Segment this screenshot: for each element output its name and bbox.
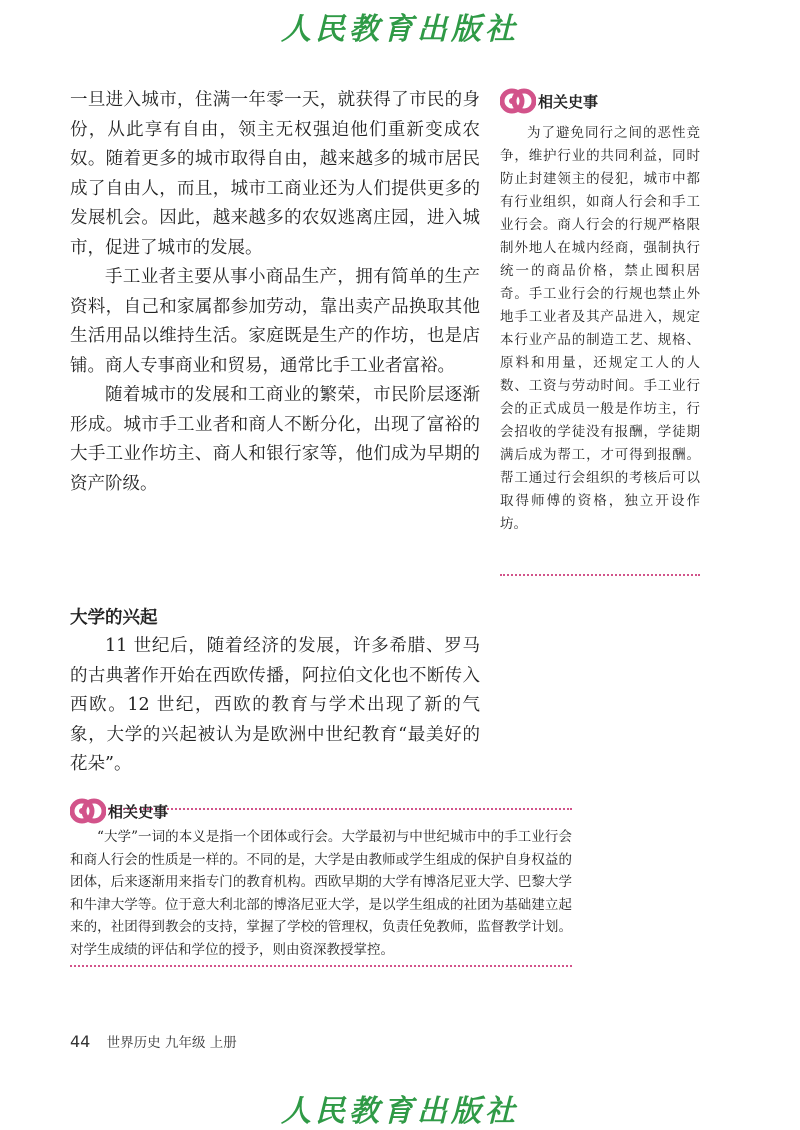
- bottom-box-divider: [70, 965, 572, 967]
- main-paragraph: 手工业者主要从事小商品生产，拥有简单的生产资料，自己和家属都参加劳动，靠出卖产品换取其他生活用品以维持生活。家庭既是生产的作坊，也是店铺。商人专事商业和贸易，通常比手工业者富裕。: [70, 267, 480, 376]
- section-heading: 大学的兴起: [70, 608, 158, 628]
- book-title: 世界历史 九年级 上册: [106, 1035, 237, 1051]
- sidebar-divider: [500, 574, 700, 576]
- main-paragraph: 一旦进入城市，住满一年零一天，就获得了市民的身份，从此享有自由，领主无权强迫他们重新变成农奴。随着更多的城市取得自由，越来越多的城市居民成了自由人，而且，城市工商业还为人们提供更多的发展机会。因此，越来越多的农奴逃离庄园，进入城市，促进了城市的发展。: [70, 90, 480, 258]
- sidebar-history-note: [500, 86, 700, 536]
- sidebar-header: [500, 86, 700, 116]
- page-number: 44: [70, 1032, 91, 1051]
- bottom-box-top-divider: [108, 808, 572, 810]
- section-paragraph: 11 世纪后，随着经济的发展，许多希腊、罗马的古典著作开始在西欧传播，阿拉伯文化也不断传入西欧。12 世纪，西欧的教育与学术出现了新的气象，大学的兴起被认为是欧洲中世纪教育“最美好的花朵”。: [70, 636, 480, 774]
- bottom-box-title: 相关史事: [108, 802, 169, 821]
- sidebar-text: 为了避免同行之间的恶性竞争，维护行业的共同利益，同时防止封建领主的侵犯，城市中都有行业组织，如商人行会和手工业行会。商人行会的行规严格限制外地人在城内经商，强制执行统一的商品价格，禁止囤积居奇。手工业行会的行规也禁止外地手工业者及其产品进入，规定本行业产品的制造工艺、规格、原料和用量，还规定工人的人数、工资与劳动时间。手工业行会的正式成员一般是作坊主，行会招收的学徒没有报酬，学徒期满后成为帮工，才可得到报酬。帮工通过行会组织的考核后可以取得师傅的资格，独立开设作坊。: [500, 125, 700, 532]
- sidebar-title: 相关史事: [538, 92, 599, 111]
- bottom-history-note: [70, 798, 572, 967]
- history-note-icon: [500, 85, 536, 117]
- main-text-column: [70, 86, 480, 499]
- bottom-box-text: “大学”一词的本义是指一个团体或行会。大学最初与中世纪城市中的手工业行会和商人行会的性质是一样的。不同的是，大学是由教师或学生组成的保护自身权益的团体，后来逐渐用来指专门的教育机构。西欧早期的大学有博洛尼亚大学、巴黎大学和牛津大学等。位于意大利北部的博洛尼亚大学，是以学生组成的社团为基础建立起来的，社团得到教会的支持，掌握了学校的管理权，负责任免教师，监督教学计划。对学生成绩的评估和学位的授予，则由资深教授掌控。: [70, 829, 572, 958]
- publisher-logo-top: 人民教育出版社: [281, 12, 519, 47]
- publisher-logo-bottom: 人民教育出版社: [281, 1094, 519, 1129]
- page-footer: [70, 1031, 237, 1051]
- main-paragraph: 随着城市的发展和工商业的繁荣，市民阶层逐渐形成。城市手工业者和商人不断分化，出现了富裕的大手工业作坊主、商人和银行家等，他们成为早期的资产阶级。: [70, 385, 480, 494]
- history-note-icon: [70, 795, 106, 827]
- bottom-box-header: [70, 796, 572, 826]
